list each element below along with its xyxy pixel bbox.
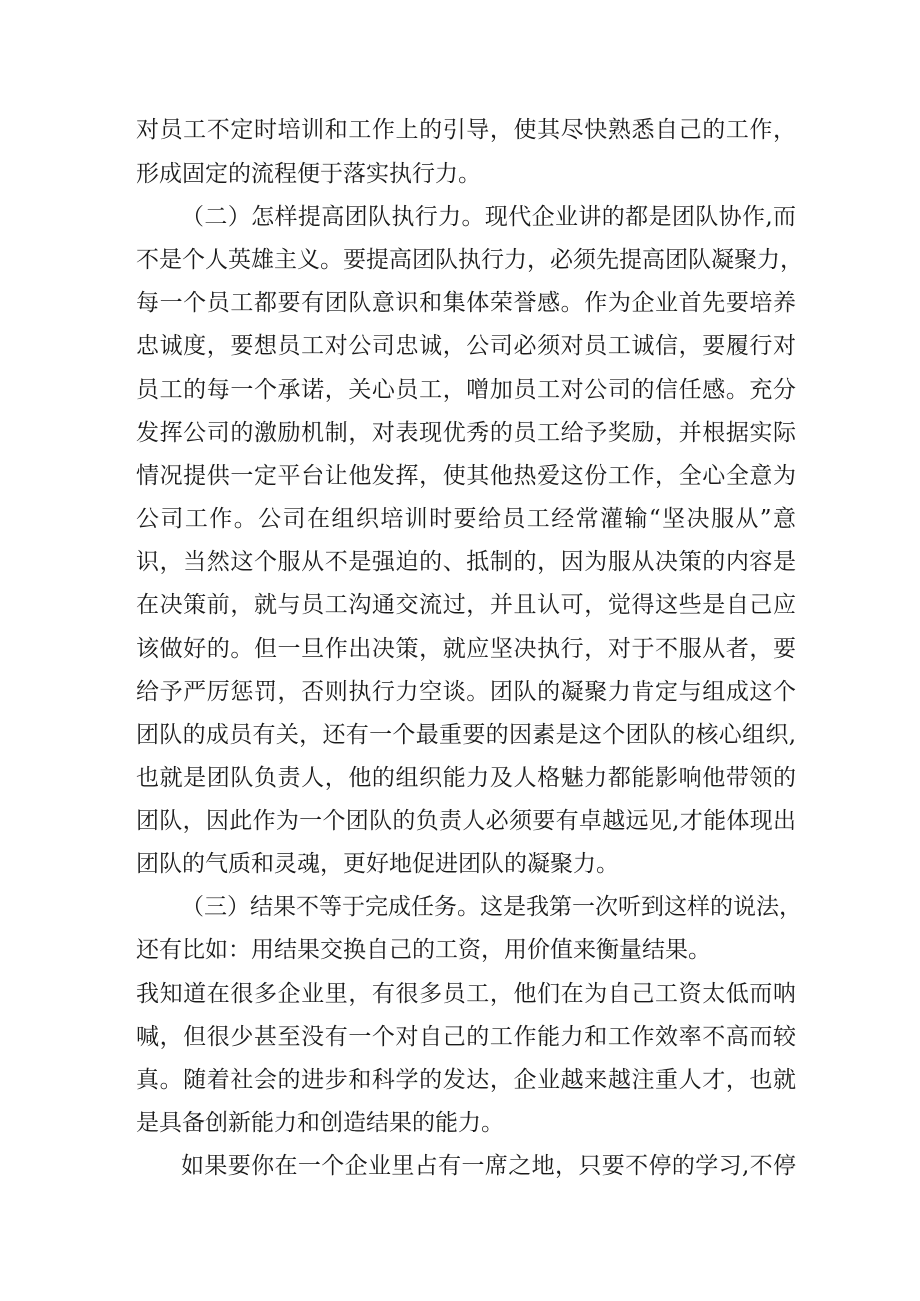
text-line: 情况提供一定平台让他发挥，使其他热爱这份工作，全心全意为 bbox=[136, 463, 796, 489]
paragraph-start-line: 如果要你在一个企业里占有一席之地，只要不停的学习,不停 bbox=[181, 1153, 796, 1179]
text-line: 团队，因此作为一个团队的负责人必须要有卓越远见,才能体现出 bbox=[136, 808, 796, 834]
text-line: 在决策前，就与员工沟通交流过，并且认可，觉得这些是自己应 bbox=[136, 592, 796, 618]
text-line: 喊，但很少甚至没有一个对自己的工作能力和工作效率不高而较 bbox=[136, 1024, 796, 1050]
text-line: 识，当然这个服从不是强迫的、抵制的，因为服从决策的内容是 bbox=[136, 549, 796, 575]
text-line: 团队的气质和灵魂，更好地促进团队的凝聚力。 bbox=[136, 851, 619, 877]
paragraph-start-line: （三）结果不等于完成任务。这是我第一次听到这样的说法， bbox=[181, 894, 802, 920]
text-line: 不是个人英雄主义。要提高团队执行力，必须先提高团队凝聚力， bbox=[136, 247, 803, 273]
text-line: 也就是团队负责人，他的组织能力及人格魅力都能影响他带领的 bbox=[136, 765, 796, 791]
text-line: 对员工不定时培训和工作上的引导，使其尽快熟悉自己的工作， bbox=[136, 117, 796, 143]
text-line: 真。随着社会的进步和科学的发达，企业越来越注重人才，也就 bbox=[136, 1067, 796, 1093]
text-line: 还有比如：用结果交换自己的工资，用价值来衡量结果。 bbox=[136, 937, 711, 963]
text-line: 团队的成员有关，还有一个最重要的因素是这个团队的核心组织, bbox=[136, 722, 796, 748]
text-line: 形成固定的流程便于落实执行力。 bbox=[136, 161, 481, 187]
text-line: 发挥公司的激励机制，对表现优秀的员工给予奖励，并根据实际 bbox=[136, 420, 796, 446]
text-line: 我知道在很多企业里，有很多员工，他们在为自己工资太低而呐 bbox=[136, 981, 796, 1007]
paragraph-start-line: （二）怎样提高团队执行力。现代企业讲的都是团队协作,而 bbox=[181, 204, 796, 230]
text-line: 员工的每一个承诺，关心员工，噌加员工对公司的信任感。充分 bbox=[136, 377, 796, 403]
text-line: 是具备创新能力和创造结果的能力。 bbox=[136, 1110, 504, 1136]
text-line: 公司工作。公司在组织培训时要给员工经常灌输“坚决服从”意 bbox=[136, 506, 796, 532]
text-line: 每一个员工都要有团队意识和集体荣誉感。作为企业首先要培养 bbox=[136, 290, 796, 316]
text-line: 给予严厉惩罚，否则执行力空谈。团队的凝聚力肯定与组成这个 bbox=[136, 679, 796, 705]
text-line: 该做好的。但一旦作出决策，就应坚决执行，对于不服从者，要 bbox=[136, 636, 796, 662]
text-line: 忠诚度，要想员工对公司忠诚，公司必须对员工诚信，要履行对 bbox=[136, 333, 796, 359]
